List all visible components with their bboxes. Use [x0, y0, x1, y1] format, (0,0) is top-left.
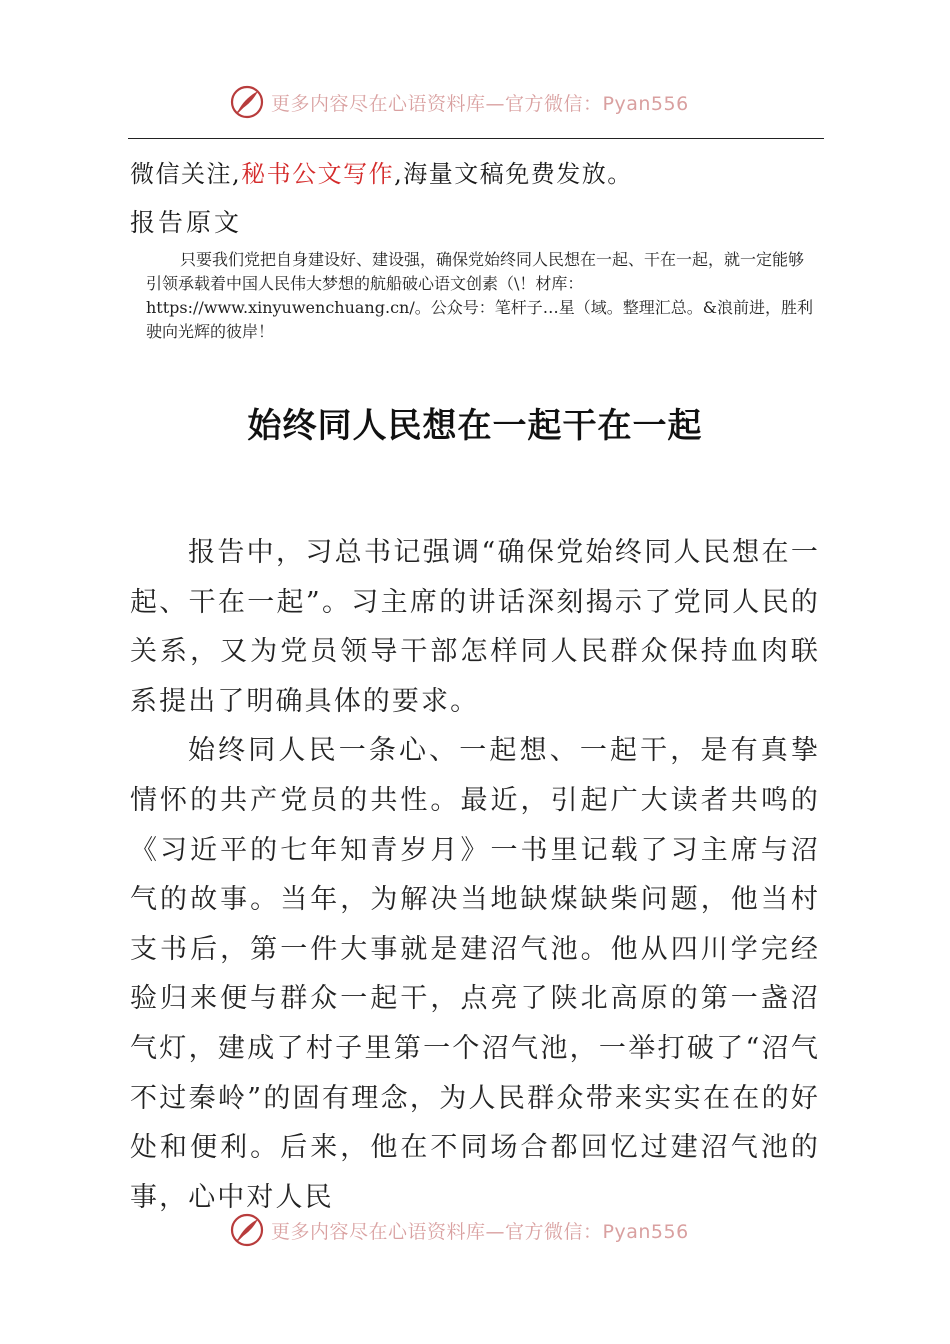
- watermark-text: 更多内容尽在心语资料库—官方微信：Pyan556: [271, 1220, 689, 1243]
- quill-logo-icon: [229, 1212, 265, 1248]
- wechat-notice: [130, 154, 633, 189]
- article-body: [130, 528, 820, 1222]
- header-divider: [128, 138, 824, 139]
- article-paragraph: 始终同人民一条心、一起想、一起干，是有真挚情怀的共产党员的共性。最近，引起广大读者共鸣的《习近平的七年知青岁月》一书里记载了习主席与沼气的故事。当年，为解决当地缺煤缺柴问题，他当村支书后，第一件大事就是建沼气池。他从四川学完经验归来便与群众一起干，点亮了陕北高原的第一盏沼气灯，建成了村子里第一个沼气池，一举打破了“沼气不过秦岭”的固有理念，为人民群众带来实实在在的好处和便利。后来，他在不同场合都回忆过建沼气池的事，心中对人民: [130, 735, 820, 1213]
- footer-watermark: [229, 1210, 689, 1250]
- sub-heading: 报告原文: [130, 208, 243, 237]
- intro-block: [146, 248, 818, 344]
- notice-highlight-link[interactable]: 秘书公文写作: [241, 160, 395, 188]
- notice-suffix: ,海量文稿免费发放。: [394, 160, 633, 188]
- quill-logo-icon: [229, 84, 265, 120]
- article-title: 始终同人民想在一起干在一起: [247, 406, 703, 446]
- article-paragraph: 报告中，习总书记强调“确保党始终同人民想在一起、干在一起”。习主席的讲话深刻揭示了党同人民的关系，又为党员领导干部怎样同人民群众保持血肉联系提出了明确具体的要求。: [130, 537, 820, 717]
- intro-paragraph: 只要我们党把自身建设好、建设强，确保党始终同人民想在一起、干在一起，就一定能够引领承载着中国人民伟大梦想的航船破心语文创素（\！材库：https://www.xinyuwenchuang.cn/。公众号：笔杆子…星（域。整理汇总。&浪前进，胜利驶向光辉的彼岸！: [146, 250, 813, 341]
- watermark-text: 更多内容尽在心语资料库—官方微信：Pyan556: [271, 92, 689, 115]
- header-watermark: [229, 82, 689, 122]
- notice-prefix: 微信关注,: [130, 160, 242, 188]
